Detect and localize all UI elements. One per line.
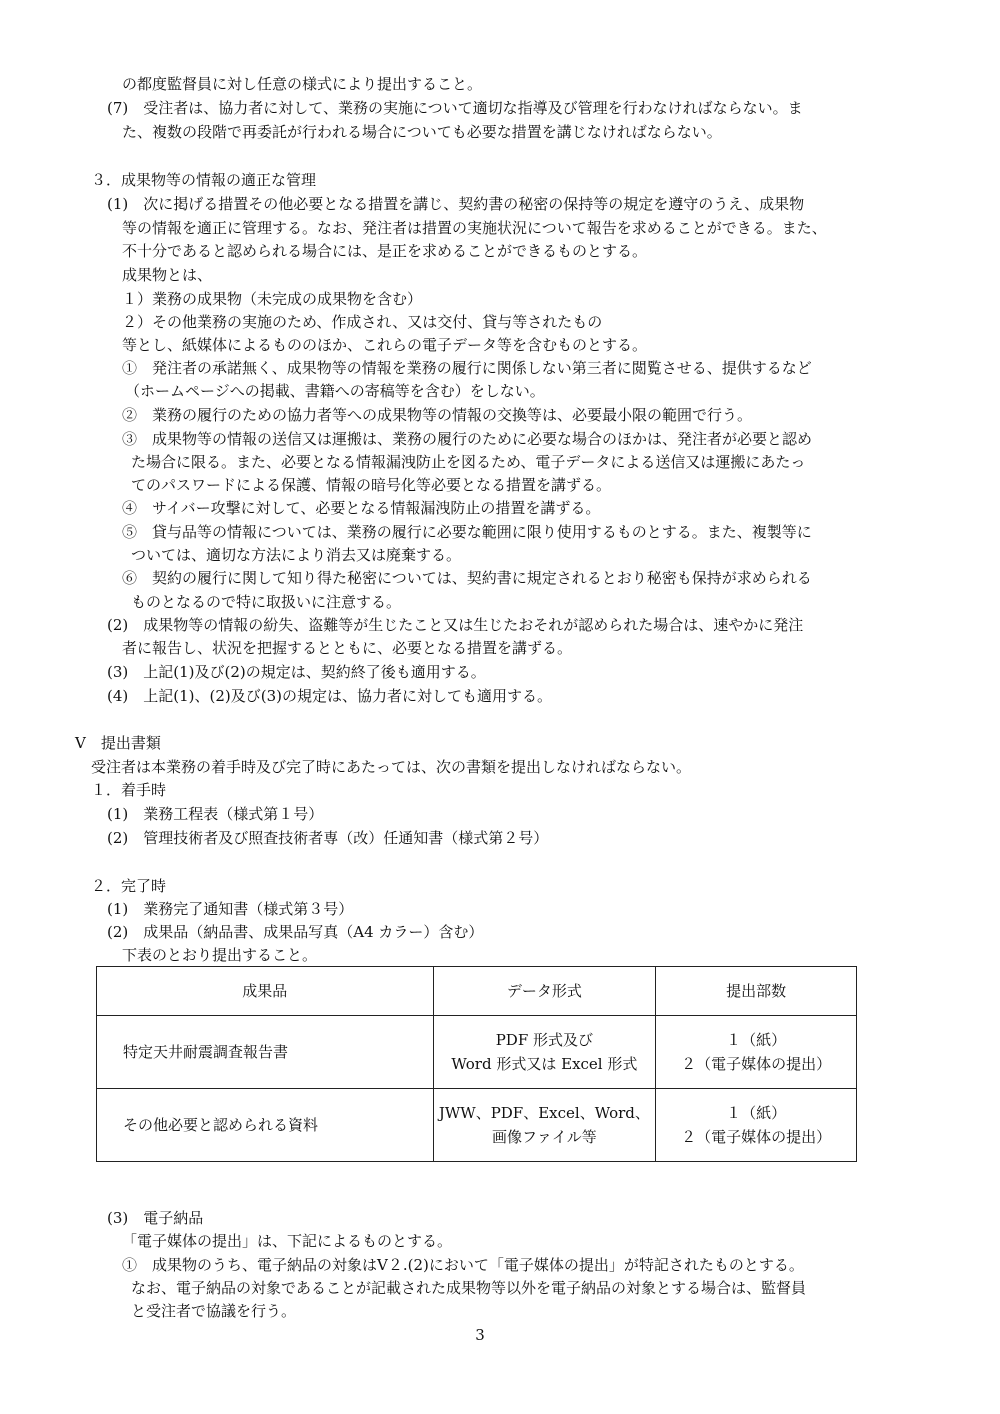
- text-line: 「電子媒体の提出」は、下記によるものとする。: [122, 1232, 453, 1250]
- text-line: (2) 成果物等の情報の紛失、盗難等が生じたこと又は生じたおそれが認められた場合は、速やかに発注: [107, 616, 804, 634]
- cell-line: 画像ファイル等: [492, 1128, 597, 1146]
- text-line: の都度監督員に対し任意の様式により提出すること。: [122, 75, 483, 93]
- text-line: 受注者は本業務の着手時及び完了時にあたっては、次の書類を提出しなければならない。: [91, 758, 692, 776]
- text-line: (1) 次に掲げる措置その他必要となる措置を講じ、契約書の秘密の保持等の規定を遵守のうえ、成果物: [107, 195, 805, 213]
- text-line: (1) 業務工程表（様式第１号）: [107, 805, 324, 823]
- table-cell: 特定天井耐震調査報告書: [97, 1016, 434, 1089]
- text-line: た場合に限る。また、必要となる情報漏洩防止を図るため、電子データによる送信又は運搬にあたっ: [131, 453, 806, 471]
- cell-line: ２（電子媒体の提出）: [681, 1055, 832, 1073]
- cell-line: １（紙）: [726, 1104, 787, 1122]
- text-line: た、複数の段階で再委託が行われる場合についても必要な措置を講じなければならない。: [122, 123, 722, 141]
- text-line: 等の情報を適正に管理する。なお、発注者は措置の実施状況について報告を求めることができる。また、: [122, 219, 827, 237]
- section-heading: Ⅴ 提出書類: [75, 734, 161, 752]
- text-line: ⑤ 貸与品等の情報については、業務の履行に必要な範囲に限り使用するものとする。また、複製等に: [122, 523, 812, 541]
- cell-line: １（紙）: [726, 1031, 787, 1049]
- cell-line: ２（電子媒体の提出）: [681, 1128, 832, 1146]
- table-cell: [433, 1089, 656, 1162]
- text-line: ものとなるので特に取扱いに注意する。: [131, 593, 402, 611]
- section-heading: ３．成果物等の情報の適正な管理: [91, 171, 317, 189]
- table-row: [97, 1089, 857, 1162]
- text-line: ③ 成果物等の情報の送信又は運搬は、業務の履行のために必要な場合のほかは、発注者が必要と認め: [122, 430, 813, 448]
- text-line: てのパスワードによる保護、情報の暗号化等必要となる措置を講ずる。: [131, 476, 612, 494]
- text-line: なお、電子納品の対象であることが記載された成果物等以外を電子納品の対象とする場合は、監督員: [131, 1279, 807, 1297]
- page-number: 3: [475, 1326, 485, 1344]
- text-line: (3) 電子納品: [107, 1209, 204, 1227]
- text-line: 不十分であると認められる場合には、是正を求めることができるものとする。: [122, 242, 648, 260]
- text-line: 成果物とは、: [122, 266, 213, 284]
- text-line: ついては、適切な方法により消去又は廃棄する。: [131, 546, 462, 564]
- text-line: (7) 受注者は、協力者に対して、業務の実施について適切な指導及び管理を行わなければならない。ま: [107, 99, 803, 117]
- text-line: ⑥ 契約の履行に関して知り得た秘密については、契約書に規定されるとおり秘密も保持が求められる: [122, 569, 812, 587]
- text-line: 者に報告し、状況を把握するとともに、必要となる措置を講ずる。: [122, 639, 573, 657]
- table-header: 成果品: [97, 967, 434, 1016]
- text-line: ２）その他業務の実施のため、作成され、又は交付、貸与等されたもの: [122, 313, 603, 331]
- text-line: ① 発注者の承諾無く、成果物等の情報を業務の履行に関係しない第三者に閲覧させる、提供するなど: [122, 359, 812, 377]
- table-row: [97, 1016, 857, 1089]
- text-line: （ホームページへの掲載、書籍への寄稿等を含む）をしない。: [125, 382, 545, 400]
- table-cell: その他必要と認められる資料: [97, 1089, 434, 1162]
- text-line: (2) 成果品（納品書、成果品写真（A4 カラー）含む）: [107, 923, 484, 941]
- table-header-row: [97, 967, 857, 1016]
- table-cell: [433, 1016, 656, 1089]
- text-line: 等とし、紙媒体によるもののほか、これらの電子データ等を含むものとする。: [122, 336, 648, 354]
- text-line: ④ サイバー攻撃に対して、必要となる情報漏洩防止の措置を講ずる。: [122, 499, 601, 517]
- cell-line: PDF 形式及び: [495, 1031, 594, 1049]
- cell-line: Word 形式又は Excel 形式: [451, 1055, 638, 1073]
- text-line: ② 業務の履行のための協力者等への成果物等の情報の交換等は、必要最小限の範囲で行う。: [122, 406, 753, 424]
- cell-line: JWW、PDF、Excel、Word、: [438, 1104, 650, 1122]
- text-line: ① 成果物のうち、電子納品の対象はⅤ２.(2)において「電子媒体の提出」が特記されたものとする。: [122, 1256, 804, 1274]
- text-line: と受注者で協議を行う。: [131, 1302, 297, 1320]
- section-heading: １．着手時: [91, 781, 167, 799]
- section-heading: ２．完了時: [91, 877, 167, 895]
- text-line: (2) 管理技術者及び照査技術者専（改）任通知書（様式第２号）: [107, 829, 549, 847]
- table-header: データ形式: [433, 967, 656, 1016]
- text-line: (4) 上記(1)、(2)及び(3)の規定は、協力者に対しても適用する。: [107, 687, 552, 705]
- deliverables-table: [96, 966, 857, 1162]
- table-cell: [656, 1089, 857, 1162]
- text-line: (3) 上記(1)及び(2)の規定は、契約終了後も適用する。: [107, 663, 486, 681]
- table-cell: [656, 1016, 857, 1089]
- table-header: 提出部数: [656, 967, 857, 1016]
- text-line: １）業務の成果物（未完成の成果物を含む）: [122, 290, 423, 308]
- text-line: (1) 業務完了通知書（様式第３号）: [107, 900, 354, 918]
- text-line: 下表のとおり提出すること。: [122, 946, 318, 964]
